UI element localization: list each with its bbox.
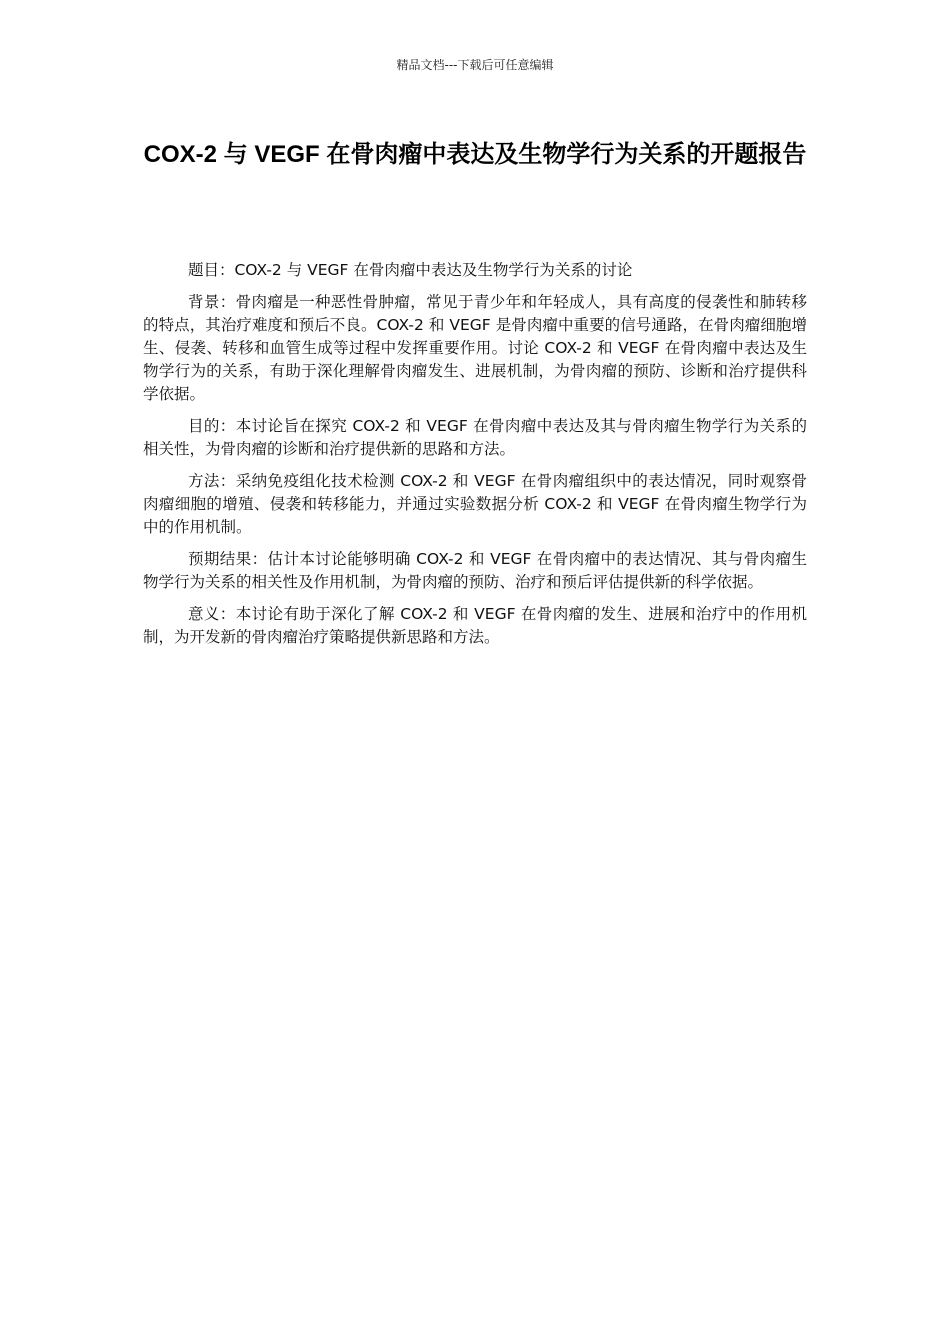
- paragraph-expected-results: [143, 548, 807, 594]
- paragraph-method: [143, 470, 807, 539]
- paragraph-text: 本讨论有助于深化了解 COX-2 和 VEGF 在骨肉瘤的发生、进展和治疗中的作用机制，为开发新的骨肉瘤治疗策略提供新思路和方法。: [143, 605, 807, 646]
- page-header: 精品文档---下载后可任意编辑: [396, 58, 554, 72]
- paragraph-text: 本讨论旨在探究 COX-2 和 VEGF 在骨肉瘤中表达及其与骨肉瘤生物学行为关系的相关性，为骨肉瘤的诊断和治疗提供新的思路和方法。: [143, 417, 807, 458]
- paragraph-label: 意义：: [187, 605, 236, 623]
- paragraph-text: 采纳免疫组化技术检测 COX-2 和 VEGF 在骨肉瘤组织中的表达情况，同时观察骨肉瘤细胞的增殖、侵袭和转移能力，并通过实验数据分析 COX-2 和 VEGF 在骨肉瘤生物学行为中的作用机制。: [143, 472, 807, 536]
- paragraph-text: 骨肉瘤是一种恶性骨肿瘤，常见于青少年和年轻成人，具有高度的侵袭性和肺转移的特点，其治疗难度和预后不良。COX-2 和 VEGF 是骨肉瘤中重要的信号通路，在骨肉瘤细胞增生、侵袭、转移和血管生成等过程中发挥重要作用。讨论 COX-2 和 VEGF 在骨肉瘤中表达及生物学行为的关系，有助于深化理解骨肉瘤发生、进展机制，为骨肉瘤的预防、诊断和治疗提供科学依据。: [143, 293, 807, 403]
- paragraph-text: 估计本讨论能够明确 COX-2 和 VEGF 在骨肉瘤中的表达情况、其与骨肉瘤生物学行为关系的相关性及作用机制，为骨肉瘤的预防、治疗和预后评估提供新的科学依据。: [143, 550, 807, 591]
- paragraph-label: 目的：: [187, 417, 236, 435]
- paragraph-label: 预期结果：: [187, 550, 268, 568]
- paragraph-purpose: [143, 415, 807, 461]
- paragraph-label: 背景：: [187, 293, 236, 311]
- paragraph-topic: [143, 259, 807, 282]
- paragraph-background: [143, 291, 807, 406]
- paragraph-text: COX-2 与 VEGF 在骨肉瘤中表达及生物学行为关系的讨论: [234, 261, 633, 279]
- paragraph-significance: [143, 603, 807, 649]
- document-body: [143, 259, 807, 658]
- paragraph-label: 题目：: [187, 261, 235, 279]
- document-title: COX-2 与 VEGF 在骨肉瘤中表达及生物学行为关系的开题报告: [143, 141, 807, 168]
- paragraph-label: 方法：: [187, 472, 236, 490]
